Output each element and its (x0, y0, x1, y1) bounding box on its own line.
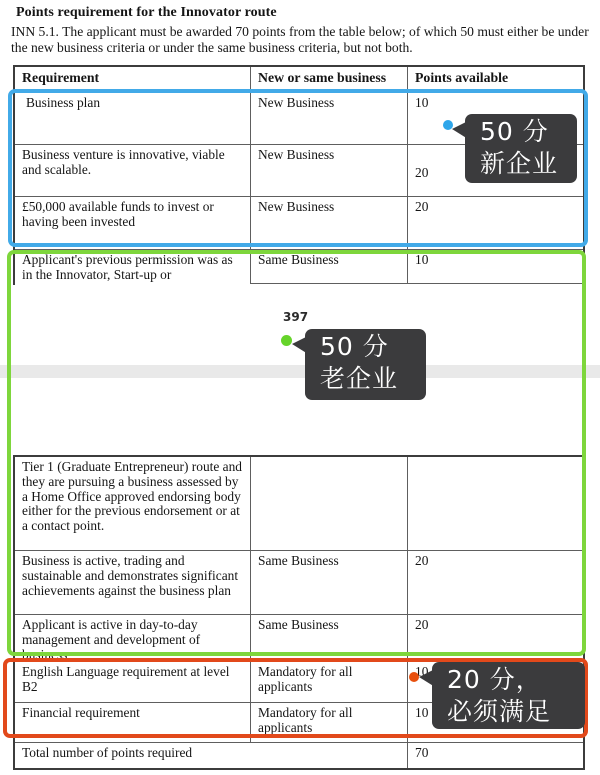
cell-points: 10 (407, 93, 583, 144)
callout-line: 必须满足 (447, 697, 552, 726)
marker-dot-same-business[interactable] (281, 335, 292, 346)
cell-requirement: Financial requirement (22, 705, 140, 720)
callout-new-business (465, 114, 577, 183)
header-points: Points available (407, 67, 583, 92)
cell-points: 20 (407, 615, 583, 661)
cell-business: New Business (250, 197, 407, 249)
callout-line: 20 分， (447, 665, 542, 694)
cell-requirement: Business plan (26, 95, 101, 110)
cell-points: 10 (407, 250, 583, 284)
header-requirement: Requirement (22, 70, 100, 85)
cell-points: 20 (407, 197, 583, 249)
cell-business: Mandatory for all applicants (250, 703, 407, 742)
cell-requirement: £50,000 available funds to invest or having been invested (22, 199, 214, 229)
marker-dot-new-business[interactable] (443, 120, 453, 130)
marker-dot-mandatory[interactable] (409, 672, 419, 682)
cell-points: 10 (407, 703, 583, 742)
table-total-row (15, 742, 583, 768)
intro-paragraph: INN 5.1. The applicant must be awarded 70 points from the table below; of which 50 must either be under the new business criteria or under the same business criteria, but not both. (11, 24, 589, 55)
cell-business: Same Business (250, 250, 407, 284)
cell-requirement: Applicant is active in day-to-day management and development of business (22, 617, 201, 661)
header-business: New or same business (250, 67, 407, 92)
page-title: Points requirement for the Innovator route (16, 5, 277, 20)
cell-business: Mandatory for all applicants (250, 662, 407, 702)
callout-same-business (305, 329, 426, 400)
highlight-box-same-business (7, 250, 586, 656)
cell-business: New Business (250, 93, 407, 144)
cell-business: Same Business (250, 615, 407, 661)
total-points: 70 (407, 743, 583, 768)
cell-points: 20 (407, 145, 583, 196)
cell-business: New Business (250, 145, 407, 196)
cell-requirement: Business is active, trading and sustainable and demonstrates significant achievements against the business plan (22, 553, 239, 598)
cell-points: 20 (407, 551, 583, 614)
cell-requirement: Tier 1 (Graduate Entrepreneur) route and they are pursuing a business assessed by a Home Office approved endorsing body either for the previous endorsement or at a contact point. (22, 459, 242, 534)
callout-line: 老企业 (320, 364, 399, 393)
cell-requirement: Business venture is innovative, viable and scalable. (22, 147, 225, 177)
page-number: 397 (283, 310, 309, 324)
cell-requirement: English Language requirement at level B2 (22, 664, 230, 694)
callout-line: 50 分 (320, 332, 389, 361)
callout-line: 新企业 (480, 149, 559, 178)
callout-line: 50 分 (480, 117, 549, 146)
cell-business: Same Business (250, 551, 407, 614)
cell-requirement: Applicant's previous permission was as in the Innovator, Start-up or (22, 252, 233, 282)
callout-mandatory (432, 662, 585, 729)
total-label: Total number of points required (22, 745, 193, 760)
